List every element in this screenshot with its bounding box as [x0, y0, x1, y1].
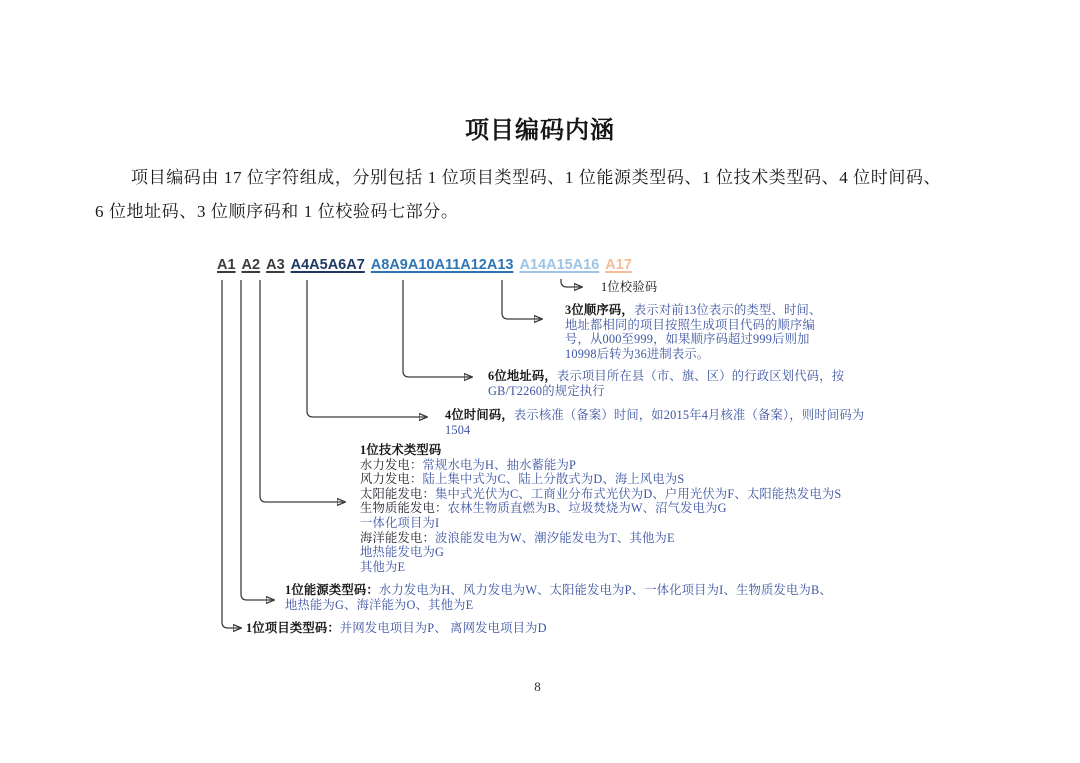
- code-segment-a4-a7: A4A5A6A7: [290, 257, 365, 273]
- tech-code-line: 其他为E: [360, 559, 406, 574]
- time-code-body: 表示核准（备案）时间，如2015年4月核准（备案），则时间码为1504: [445, 408, 865, 437]
- tech-code-line: 风力发电：陆上集中式为C、陆上分散式为D、海上风电为S: [360, 472, 685, 487]
- connector-a8-address-code: [403, 280, 472, 377]
- page-number: 8: [534, 679, 541, 694]
- tech-code-line: 太阳能发电：集中式光伏为C、工商业分布式光伏为D、户用光伏为F、太阳能热发电为S: [360, 486, 842, 501]
- intro-paragraph-line-2: 6 位地址码、3 位顺序码和 1 位校验码七部分。: [95, 202, 459, 221]
- project-code-head: 1位项目类型码：: [246, 621, 340, 635]
- connector-a2-energy-code: [241, 280, 274, 600]
- tech-code-line: 水力发电：常规水电为H、抽水蓄能为P: [360, 457, 577, 472]
- tech-code-title: 1位技术类型码: [360, 443, 442, 457]
- connector-a14-sequence-code: [502, 280, 542, 319]
- project-code-desc: [246, 621, 846, 636]
- energy-code-head: 1位能源类型码：: [285, 583, 379, 597]
- sequence-code-desc: [565, 303, 833, 361]
- address-code-desc: [488, 369, 862, 398]
- connector-a4-time-code: [307, 280, 427, 417]
- sequence-code-head: 3位顺序码，: [565, 303, 634, 317]
- sequence-code-body: 表示对前13位表示的类型、时间、地址都相同的项目按照生成项目代码的顺序编号，从000至999，如果顺序码超过999后则加10998后转为36进制表示。: [565, 303, 822, 361]
- energy-code-desc: [285, 583, 843, 612]
- tech-code-line: 海洋能发电：波浪能发电为W、潮汐能发电为T、其他为E: [360, 530, 675, 545]
- connector-a17-check-code: [561, 279, 582, 287]
- code-segment-a14-a16: A14A15A16: [519, 257, 600, 273]
- code-segment-a17: A17: [605, 257, 632, 273]
- code-segment-a3: A3: [266, 257, 285, 273]
- address-code-head: 6位地址码，: [488, 369, 557, 383]
- tech-code-line: 一体化项目为I: [360, 515, 440, 530]
- connector-a3-tech-code: [260, 280, 345, 502]
- time-code-desc: [445, 408, 877, 437]
- code-segment-a2: A2: [241, 257, 261, 273]
- energy-code-body: 水力发电为H、风力发电为W、太阳能发电为P、一体化项目为I、生物质发电为B、地热能为G、海洋能为O、其他为E: [285, 583, 832, 612]
- tech-code-line: 地热能发电为G: [360, 545, 445, 560]
- project-code-body: 并网发电项目为P、 离网发电项目为D: [339, 621, 547, 635]
- connector-a1-project-code: [222, 280, 241, 628]
- code-segment-a1: A1: [217, 257, 236, 273]
- address-code-body: 表示项目所在县（市、旗、区）的行政区划代码，按GB/T2260的规定执行: [488, 369, 845, 398]
- tech-code-block: [360, 443, 841, 574]
- page-title: 项目编码内涵: [465, 117, 615, 144]
- tech-code-line: 生物质能发电：农林生物质直燃为B、垃圾焚烧为W、沼气发电为G: [360, 501, 727, 516]
- intro-paragraph-line-1: 项目编码由 17 位字符组成，分别包括 1 位项目类型码、1 位能源类型码、1 位技术类型码、4 位时间码、: [131, 168, 942, 187]
- time-code-head: 4位时间码，: [445, 408, 514, 422]
- code-segment-a8-a13: A8A9A10A11A12A13: [370, 257, 514, 273]
- check-code-desc: [601, 280, 657, 295]
- check-code-label: 1位校验码: [601, 280, 658, 294]
